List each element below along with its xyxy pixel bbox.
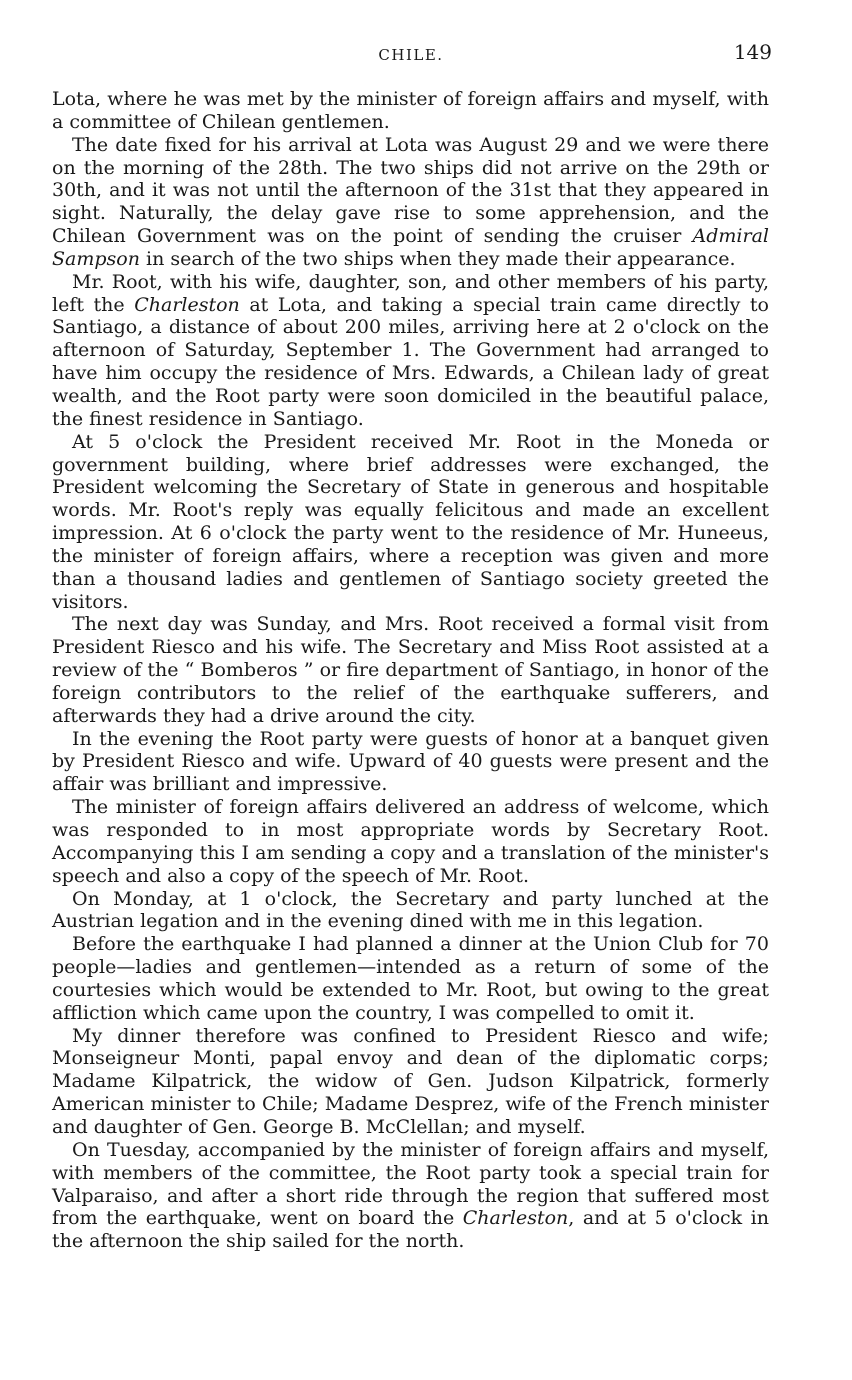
paragraph-text: at Lota, and taking a special train came directly to Santiago, a distance of about 200 miles, arriving here at 2 o'clock on the afternoon of Saturday, September 1. The Government had arranged to have him occupy the residence of Mrs. Edwards, a Chilean lady of great wealth, and the Root party were soon domiciled in the beautiful palace, the finest residence in Santiago. (52, 293, 769, 430)
paragraph-text: On Tuesday, accompanied by the minister of foreign affairs and myself, with members of the committee, the Root party took a special train for Valparaiso, and after a short ride through the region that suffered most from the earthquake, went on board the (52, 1138, 769, 1230)
paragraph-text: Mr. Root, with his wife, daughter, son, and other members of his party, left the (52, 270, 769, 316)
paragraph-text: in search of the two ships when they made their appearance. (139, 247, 736, 270)
section-title: CHILE. (378, 46, 444, 64)
paragraph-journey-to-santiago (52, 271, 769, 431)
paragraph-text: , and at 5 o'clock in the afternoon the ship sailed for the north. (52, 1207, 769, 1253)
paragraph-union-club-dinner: Before the earthquake I had planned a dinner at the Union Club for 70 people—ladies and gentlemen—intended as a return of some of the courtesies which would be extended to Mr. Root, but owing to the great affliction which came upon the country, I was compelled to omit it. (52, 933, 769, 1024)
paragraph-arrival-date (52, 134, 769, 271)
ship-name: Charleston (134, 293, 240, 316)
paragraph-departure (52, 1139, 769, 1253)
body-text (52, 88, 769, 1253)
paragraph-presidential-reception: At 5 o'clock the President received Mr. Root in the Moneda or government building, where brief addresses were exchanged, the President welcoming the Secretary of State in generous and hospitable words. Mr. Root's reply was equally felicitous and made an excellent impression. At 6 o'clock the party went to the residence of Mr. Huneeus, the minister of foreign affairs, where a reception was given and more than a thousand ladies and gentlemen of Santiago society greeted the visitors. (52, 430, 769, 613)
ship-name: Charleston (462, 1207, 569, 1230)
paragraph-welcome-address: The minister of foreign affairs delivered an address of welcome, which was responded to in most appropriate words by Secretary Root. Accompanying this I am sending a copy and a translation of the minister's speech and also a copy of the speech of Mr. Root. (52, 796, 769, 887)
paragraph-sunday-visit: The next day was Sunday, and Mrs. Root received a formal visit from President Riesco and his wife. The Secretary and Miss Root assisted at a review of the “ Bomberos ” or fire department of Santiago, in honor of the foreign contributors to the relief of the earthquake sufferers, and afterwards they had a drive around the city. (52, 613, 769, 727)
paragraph-text: The date fixed for his arrival at Lota was August 29 and we were there on the morning of the 28th. The two ships did not arrive on the 29th or 30th, and it was not until the afternoon of the 31st that they appeared in sight. Naturally, the delay gave rise to some apprehension, and the Chilean Government was on the point of sending the cruiser (52, 133, 769, 248)
paragraph-monday-lunch: On Monday, at 1 o'clock, the Secretary and party lunched at the Austrian legation and in the evening dined with me in this legation. (52, 887, 769, 933)
paragraph-dinner-guests: My dinner therefore was confined to President Riesco and wife; Monseigneur Monti, papal envoy and dean of the diplomatic corps; Madame Kilpatrick, the widow of Gen. Judson Kilpatrick, formerly American minister to Chile; Madame Desprez, wife of the French minister and daughter of Gen. George B. McClellan; and myself. (52, 1024, 769, 1138)
paragraph-banquet: In the evening the Root party were guests of honor at a banquet given by President Riesco and wife. Upward of 40 guests were present and the affair was brilliant and impressive. (52, 727, 769, 796)
ship-name: Admiral Sampson (52, 225, 769, 270)
page-number: 149 (733, 40, 772, 64)
running-head (50, 40, 772, 66)
paragraph-continued: Lota, where he was met by the minister of foreign affairs and myself, with a committee of Chilean gentlemen. (52, 88, 769, 133)
